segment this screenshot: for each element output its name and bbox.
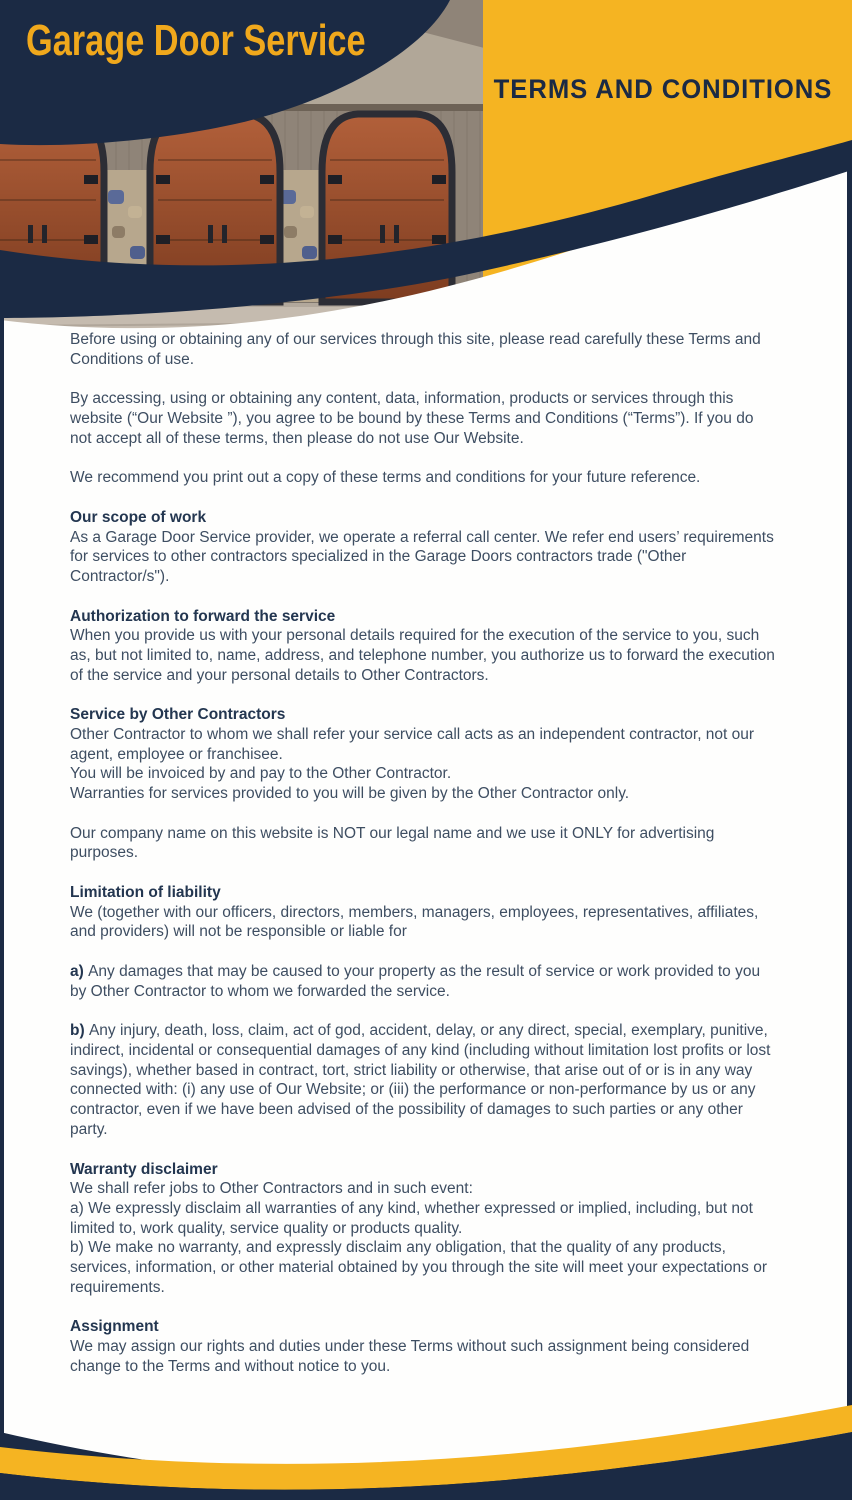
paragraph: b) Any injury, death, loss, claim, act of god, accident, delay, or any direct, special, exemplary, punitive, indirect, incidental or consequential damages of any kind (including without limitation lost profits or lost savings), whether based in contract, tort, strict liability or otherwise, that arise out of or is in any way connected with: (i) any use of Our Website; or (iii) the performance or non-performance by us or any contractor, even if we have been advised of the possibility of damages to such parties or any other party. <box>70 1022 771 1138</box>
section-heading: Warranty disclaimer <box>70 1160 218 1178</box>
paragraph: We may assign our rights and duties under these Terms without such assignment being considered change to the Terms and without notice to you. <box>70 1337 750 1375</box>
terms-block <box>70 607 776 686</box>
paragraph: We shall refer jobs to Other Contractors and in such event: <box>70 1180 473 1198</box>
paragraph: As a Garage Door Service provider, we operate a referral call center. We refer end users’ requirements for services to other contractors specialized in the Garage Doors contractors trade ("Other Contractor/s"). <box>70 528 774 586</box>
paragraph: a) Any damages that may be caused to your property as the result of service or work provided to you by Other Contractor to whom we forwarded the service. <box>70 963 761 1000</box>
terms-block <box>70 1160 776 1298</box>
terms-block <box>70 824 776 863</box>
terms-block <box>70 389 776 448</box>
paragraph: Warranties for services provided to you will be given by the Other Contractor only. <box>70 785 630 803</box>
footer-art <box>0 1390 852 1500</box>
paragraph: You will be invoiced by and pay to the Other Contractor. <box>70 765 452 783</box>
terms-block <box>70 1021 776 1139</box>
terms-block <box>70 508 776 587</box>
section-heading: Assignment <box>70 1318 159 1336</box>
paragraph: Other Contractor to whom we shall refer your service call acts as an independent contractor, not our agent, employee or franchisee. <box>70 726 755 763</box>
section-heading: Our scope of work <box>70 509 207 527</box>
terms-block <box>70 883 776 942</box>
right-edge-border <box>847 163 852 1407</box>
section-heading: Authorization to forward the service <box>70 607 336 625</box>
terms-block <box>70 468 776 488</box>
section-heading: Service by Other Contractors <box>70 706 286 724</box>
terms-block <box>70 705 776 803</box>
terms-block <box>70 330 776 369</box>
section-heading: Limitation of liability <box>70 884 221 902</box>
left-edge-border <box>0 310 4 1434</box>
paragraph: b) We make no warranty, and expressly disclaim any obligation, that the quality of any products, services, information, or other material obtained by you through the site will meet your expectations or requirements. <box>70 1239 767 1296</box>
page-title: TERMS AND CONDITIONS <box>493 74 833 104</box>
paragraph: By accessing, using or obtaining any content, data, information, products or services through this website (“Our Website ”), you agree to be bound by these Terms and Conditions (“Terms”). If you do not accept all of these terms, then please do not use Our Website. <box>70 390 754 447</box>
paragraph: a) We expressly disclaim all warranties of any kind, whether expressed or implied, including, but not limited to, work quality, service quality or products quality. <box>70 1199 753 1237</box>
terms-block <box>70 962 776 1001</box>
paragraph: Our company name on this website is NOT our legal name and we use it ONLY for advertising purposes. <box>70 824 715 862</box>
terms-content <box>70 330 776 1396</box>
paragraph: We recommend you print out a copy of these terms and conditions for your future reference. <box>70 469 701 487</box>
paragraph: We (together with our officers, directors, members, managers, employees, representatives, affiliates, and providers) will not be responsible or liable for <box>70 903 759 941</box>
paragraph: When you provide us with your personal details required for the execution of the service to you, such as, but not limited to, name, address, and telephone number, you authorize us to forward the execution of the service and your personal details to Other Contractors. <box>70 627 775 684</box>
logo-text: Garage Door Service <box>26 16 366 65</box>
terms-block <box>70 1317 776 1376</box>
paragraph: Before using or obtaining any of our services through this site, please read carefully these Terms and Conditions of use. <box>70 331 761 368</box>
